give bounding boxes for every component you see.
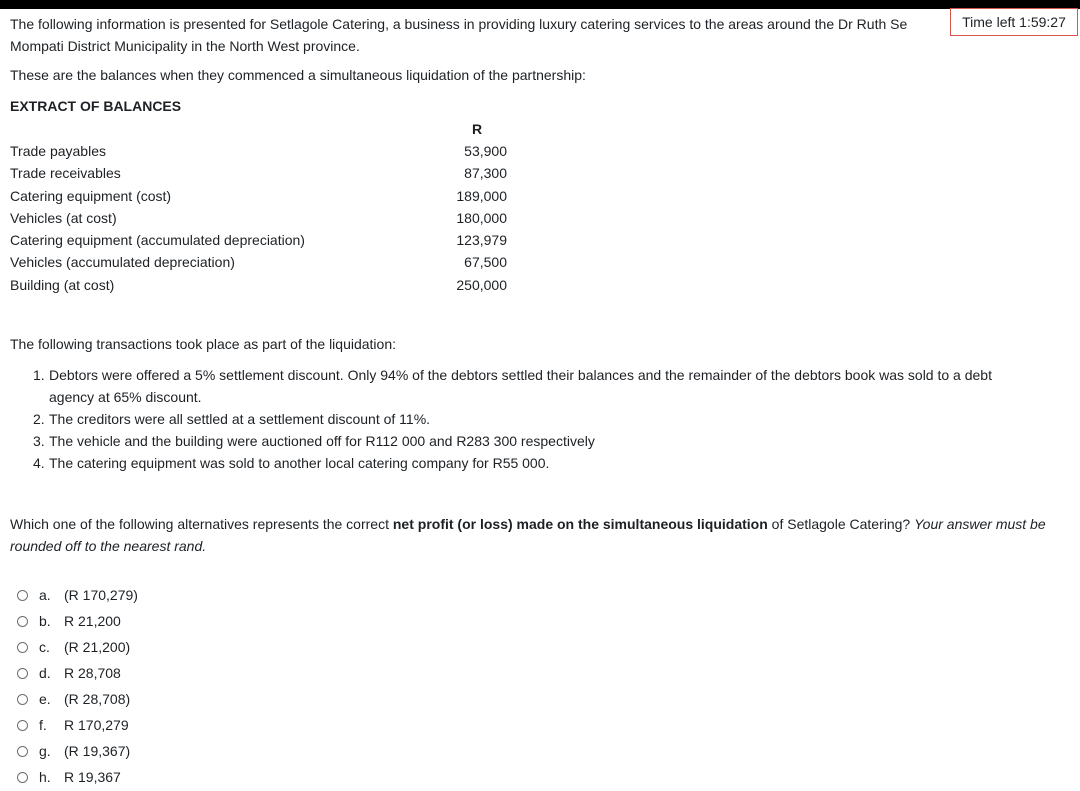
- option-letter: h.: [39, 769, 51, 785]
- transaction-number: 2.: [33, 411, 45, 427]
- transaction-number: 1.: [33, 367, 45, 383]
- transaction-item: [35, 408, 1065, 430]
- balance-row: [10, 207, 510, 229]
- balance-label: Trade receivables: [10, 165, 121, 181]
- answer-options: [17, 582, 138, 790]
- transaction-item: [35, 452, 1065, 474]
- transaction-text: The creditors were all settled at a settlement discount of 11%.: [49, 411, 431, 427]
- extract-heading: EXTRACT OF BALANCES: [10, 98, 182, 114]
- option-letter: c.: [39, 639, 50, 655]
- transaction-item: [35, 364, 1065, 408]
- radio-button[interactable]: [17, 616, 28, 627]
- option-letter: e.: [39, 691, 51, 707]
- radio-button[interactable]: [17, 720, 28, 731]
- transaction-item: [35, 430, 1065, 452]
- option-text[interactable]: R 19,367: [64, 769, 121, 785]
- currency-header: R: [472, 121, 483, 137]
- radio-button[interactable]: [17, 746, 28, 757]
- option-letter: b.: [39, 613, 51, 629]
- balance-row: [10, 229, 510, 251]
- option-text[interactable]: R 21,200: [64, 613, 121, 629]
- radio-button[interactable]: [17, 668, 28, 679]
- transactions-intro: The following transactions took place as part of the liquidation:: [10, 336, 397, 352]
- intro-line-2: Mompati District Municipality in the North West province.: [10, 38, 360, 54]
- transaction-text: Debtors were offered a 5% settlement discount. Only 94% of the debtors settled their balances and the remainder of the debtors book was sold to a debt: [49, 367, 992, 383]
- question-instruction: Your answer must be rounded off to the nearest rand.: [10, 516, 1046, 554]
- intro-line-1: The following information is presented for Setlagole Catering, a business in providing luxury catering services to the areas around the Dr Ruth Se: [10, 16, 908, 32]
- transaction-text: The catering equipment was sold to another local catering company for R55 000.: [49, 455, 550, 471]
- balance-row: [10, 162, 510, 184]
- answer-option-b[interactable]: [17, 608, 138, 634]
- answer-option-h[interactable]: [17, 764, 138, 790]
- transactions-list: [35, 364, 1065, 474]
- balance-value: 67,500: [464, 254, 507, 270]
- balance-value: 123,979: [456, 232, 507, 248]
- transaction-number: 4.: [33, 455, 45, 471]
- transaction-text-continued: agency at 65% discount.: [49, 389, 202, 405]
- question-part-1: Which one of the following alternatives represents the correct: [10, 516, 393, 532]
- intro-balances-text: These are the balances when they commenced a simultaneous liquidation of the partnership:: [10, 67, 586, 83]
- time-left-badge: Time left 1:59:27: [950, 8, 1078, 36]
- question-text: [10, 513, 1050, 557]
- radio-button[interactable]: [17, 590, 28, 601]
- balance-value: 180,000: [456, 210, 507, 226]
- balance-row: [10, 140, 510, 162]
- balance-label: Vehicles (accumulated depreciation): [10, 254, 235, 270]
- answer-option-d[interactable]: [17, 660, 138, 686]
- balance-row: [10, 274, 510, 296]
- option-text[interactable]: R 28,708: [64, 665, 121, 681]
- question-part-2: of Setlagole Catering?: [767, 516, 915, 532]
- radio-button[interactable]: [17, 694, 28, 705]
- balance-row: [10, 185, 510, 207]
- top-bar: [0, 0, 1080, 9]
- option-letter: a.: [39, 587, 51, 603]
- option-letter: g.: [39, 743, 51, 759]
- answer-option-a[interactable]: [17, 582, 138, 608]
- balance-label: Catering equipment (accumulated depreciation): [10, 232, 305, 248]
- transaction-number: 3.: [33, 433, 45, 449]
- balance-label: Building (at cost): [10, 277, 115, 293]
- answer-option-c[interactable]: [17, 634, 138, 660]
- balance-value: 250,000: [456, 277, 507, 293]
- answer-option-e[interactable]: [17, 686, 138, 712]
- balance-value: 87,300: [464, 165, 507, 181]
- option-letter: d.: [39, 665, 51, 681]
- balance-label: Trade payables: [10, 143, 106, 159]
- radio-button[interactable]: [17, 772, 28, 783]
- option-text[interactable]: (R 19,367): [64, 743, 131, 759]
- balance-label: Catering equipment (cost): [10, 188, 172, 204]
- answer-option-f[interactable]: [17, 712, 138, 738]
- option-text[interactable]: (R 28,708): [64, 691, 131, 707]
- balance-value: 189,000: [456, 188, 507, 204]
- balance-row: [10, 251, 510, 273]
- option-letter: f.: [39, 717, 47, 733]
- balance-label: Vehicles (at cost): [10, 210, 117, 226]
- balance-value: 53,900: [464, 143, 507, 159]
- option-text[interactable]: R 170,279: [64, 717, 129, 733]
- answer-option-g[interactable]: [17, 738, 138, 764]
- question-bold: net profit (or loss) made on the simultaneous liquidation: [392, 516, 768, 532]
- intro-text: [10, 13, 970, 57]
- option-text[interactable]: (R 21,200): [64, 639, 131, 655]
- option-text[interactable]: (R 170,279): [64, 587, 138, 603]
- radio-button[interactable]: [17, 642, 28, 653]
- transaction-text: The vehicle and the building were auctioned off for R112 000 and R283 300 respectively: [49, 433, 595, 449]
